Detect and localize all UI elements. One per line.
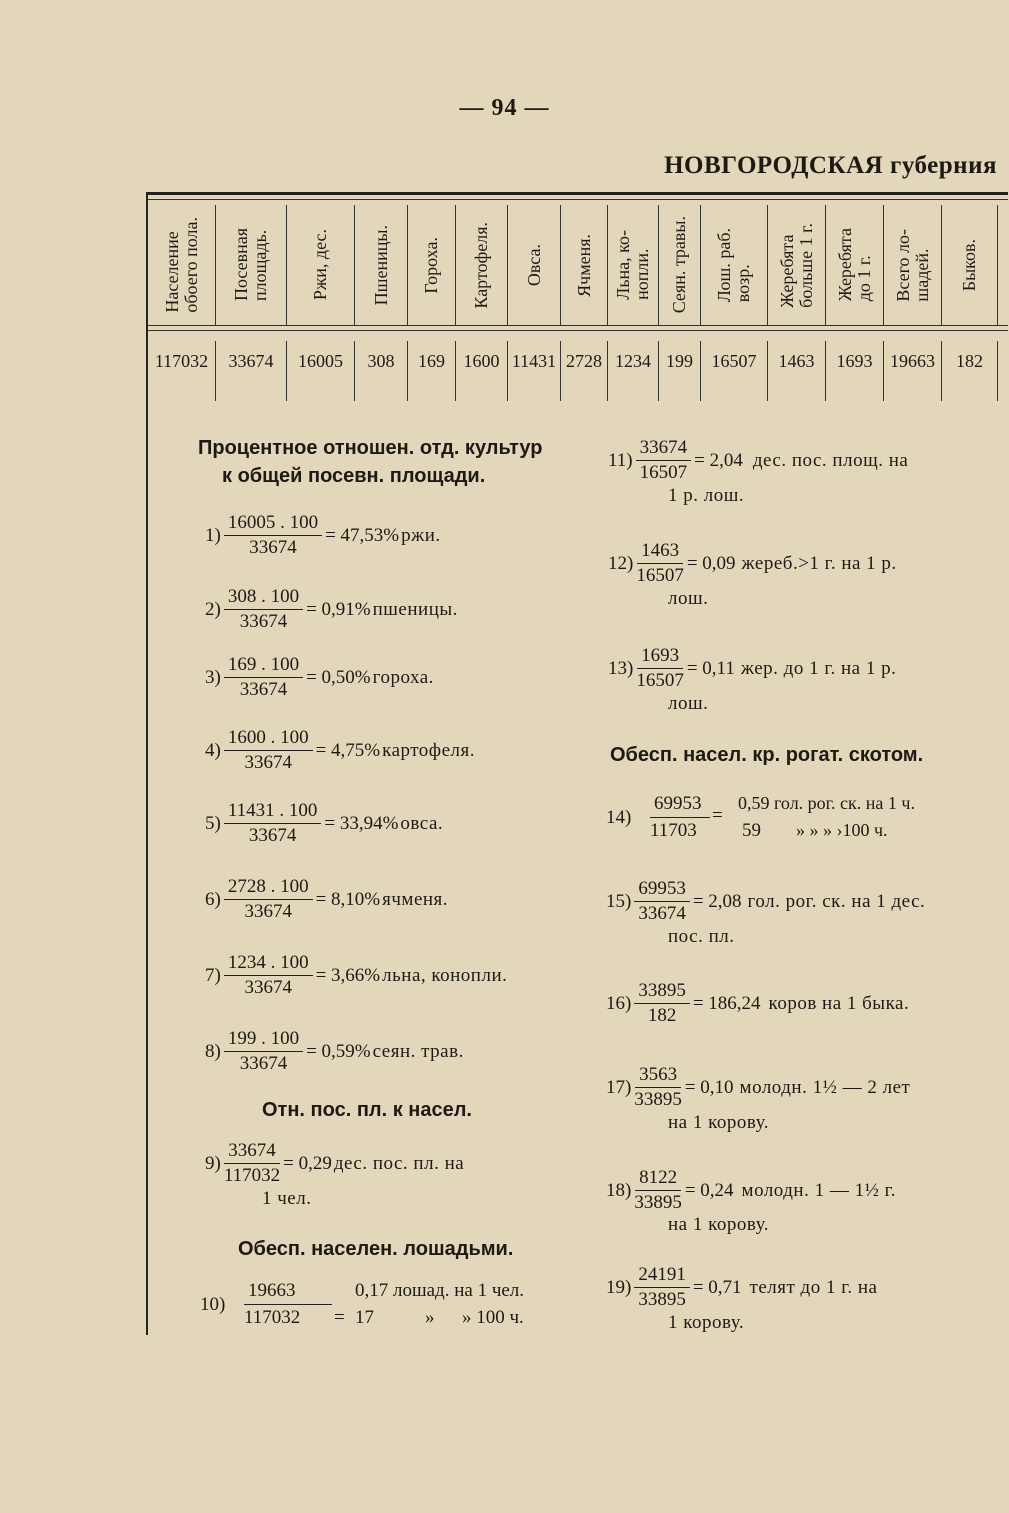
- table-cell: 169: [408, 341, 456, 401]
- header-cell: Быков.: [942, 205, 998, 325]
- header-cell: Посевная площадь.: [216, 205, 287, 325]
- formula-3: 3) $\frac{169 . 100}{33674}$ = 0,50% гороха.: [205, 654, 434, 700]
- header-cell: Пшеницы.: [355, 205, 408, 325]
- formula-11: 11) $\frac{33674}{16507}$ = 2,04 дес. пос. площ. на: [608, 437, 909, 483]
- header-cell: Сеян. травы.: [659, 205, 701, 325]
- formula-10: 10) 19663 0,17 лошад. на 1 чел. 117032 = 17 » » 100 ч.: [200, 1280, 525, 1328]
- formula-13-continuation: лош.: [668, 693, 709, 714]
- formula-13: 13) $\frac{1693}{16507}$ = 0,11 жер. до 1 г. на 1 р.: [608, 645, 897, 691]
- table-value-row: [148, 341, 1008, 401]
- table-cell: 308: [355, 341, 408, 401]
- formula-11-continuation: 1 р. лош.: [668, 485, 745, 506]
- table-cell: 117032: [148, 341, 216, 401]
- formula-9: 9) $\frac{33674}{117032}$ = 0,29 дес. пос. пл. на: [205, 1140, 465, 1186]
- formula-8: 8) $\frac{199 . 100}{33674}$ = 0,59% сеян. трав.: [205, 1028, 464, 1074]
- table-cell: 16005: [287, 341, 355, 401]
- header-cell: Жеребята больше 1 г.: [768, 205, 826, 325]
- formula-4: 4) $\frac{1600 . 100}{33674}$ = 4,75% картофеля.: [205, 727, 476, 773]
- table-cell: 182: [942, 341, 998, 401]
- formula-19: 19) $\frac{24191}{33895}$ = 0,71 телят до 1 г. на: [606, 1264, 878, 1310]
- header-cell: Всего ло- шадей.: [884, 205, 942, 325]
- province-title: НОВГОРОДСКАЯ губерния: [664, 152, 997, 179]
- table-header-row: [148, 205, 1008, 326]
- table-cell: 2728: [561, 341, 608, 401]
- formula-7: 7) $\frac{1234 . 100}{33674}$ = 3,66% льна, конопли.: [205, 952, 508, 998]
- header-cell: Овса.: [508, 205, 561, 325]
- table-cell: 1600: [456, 341, 508, 401]
- formula-1: 1) $\frac{16005 . 100}{33674}$ = 47,53% ржи.: [205, 512, 441, 558]
- header-cell: Ячменя.: [561, 205, 608, 325]
- header-cell: Жеребята до 1 г.: [826, 205, 884, 325]
- formula-2: 2) $\frac{308 . 100}{33674}$ = 0,91% пшеницы.: [205, 586, 458, 632]
- formula-18: 18) $\frac{8122}{33895}$ = 0,24 молодн. 1 — 1½ г.: [606, 1167, 896, 1213]
- section-heading: Обесп. насел. кр. рогат. скотом.: [610, 744, 924, 766]
- header-cell: Ржи, дес.: [287, 205, 355, 325]
- formula-15-continuation: пос. пл.: [668, 926, 735, 947]
- table-cell: 1693: [826, 341, 884, 401]
- formula-19-continuation: 1 корову.: [668, 1312, 745, 1333]
- formula-6: 6) $\frac{2728 . 100}{33674}$ = 8,10% ячменя.: [205, 876, 449, 922]
- formula-15: 15) $\frac{69953}{33674}$ = 2,08 гол. рог. ск. на 1 дес.: [606, 878, 926, 924]
- page-number: — 94 —: [459, 95, 550, 121]
- table-cell: 11431: [508, 341, 561, 401]
- table-cell: 1234: [608, 341, 659, 401]
- formula-17-continuation: на 1 корову.: [668, 1112, 770, 1133]
- formula-5: 5) $\frac{11431 . 100}{33674}$ = 33,94% овса.: [205, 800, 444, 846]
- header-cell: Население обоего пола.: [148, 205, 216, 325]
- table-cell: 16507: [701, 341, 768, 401]
- formula-14: 14) 69953 = 0,59 гол. рог. ск. на 1 ч. 11703 59 » » » ›100 ч.: [606, 793, 915, 841]
- table-cell: 33674: [216, 341, 287, 401]
- section-heading: Процентное отношен. отд. культур: [198, 437, 543, 459]
- table-cell: 1463: [768, 341, 826, 401]
- header-cell: Льна, ко- нопли.: [608, 205, 659, 325]
- header-cell: Лош. раб. возр.: [701, 205, 768, 325]
- table-cell: 19663: [884, 341, 942, 401]
- formula-12: 12) $\frac{1463}{16507}$ = 0,09 жереб.>1 г. на 1 р.: [608, 540, 897, 586]
- header-cell: Гороха.: [408, 205, 456, 325]
- section-heading: Обесп. населен. лошадьми.: [238, 1238, 514, 1260]
- header-cell: Картофеля.: [456, 205, 508, 325]
- formula-16: 16) $\frac{33895}{182}$ = 186,24 коров на 1 быка.: [606, 980, 910, 1026]
- section-heading: Отн. пос. пл. к насел.: [262, 1099, 472, 1121]
- table-cell: 199: [659, 341, 701, 401]
- formula-18-continuation: на 1 корову.: [668, 1214, 770, 1235]
- formula-17: 17) $\frac{3563}{33895}$ = 0,10 молодн. 1½ — 2 лет: [606, 1064, 911, 1110]
- section-heading: к общей посевн. площади.: [222, 465, 486, 487]
- formula-12-continuation: лош.: [668, 588, 709, 609]
- formula-9-continuation: 1 чел.: [262, 1188, 312, 1209]
